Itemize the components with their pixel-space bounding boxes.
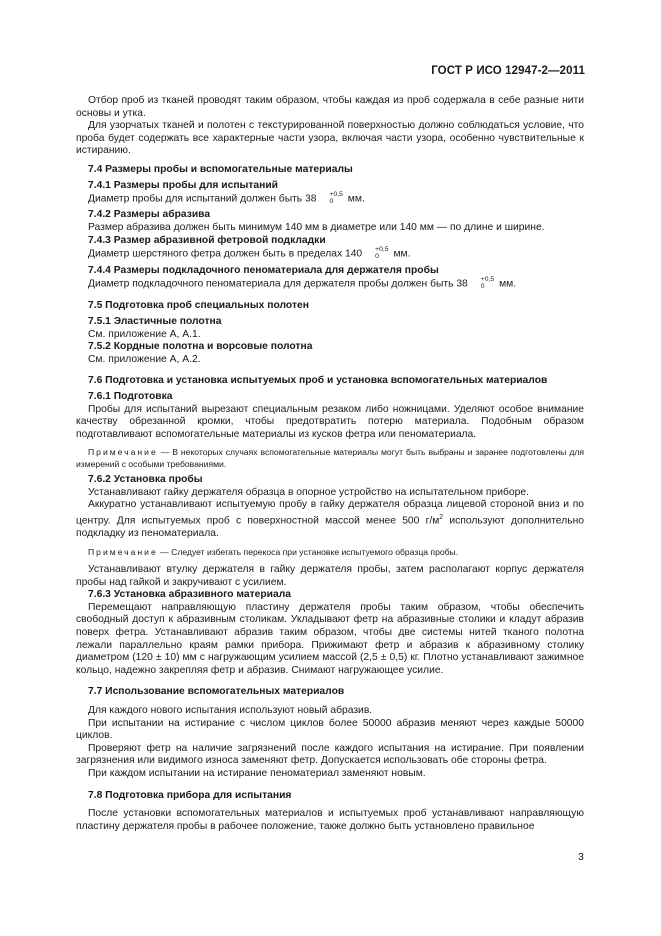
paragraph: Устанавливают втулку держателя в гайку держателя пробы, затем располагают корпус держателя пробы над гайкой и закручивают с усилием. (76, 564, 584, 588)
paragraph: Диаметр шерстяного фетра должен быть в пределах 140 +0,5 0 мм. (88, 246, 411, 261)
tolerance: +0,5 0 (375, 246, 389, 261)
note-label: Примечание (88, 546, 158, 557)
paragraph: После установки вспомогательных материалов и испытуемых проб устанавливают направляющую пластину держателя пробы в рабочее положение, также должно быть установлено правильное (76, 808, 584, 832)
note-label: Примечание (88, 447, 158, 458)
subsection-heading-7-6-2: 7.6.2 Установка пробы (88, 474, 203, 486)
section-heading-7-7: 7.7 Использование вспомогательных материалов (88, 686, 345, 698)
page-number: 3 (578, 851, 584, 863)
paragraph: Для каждого нового испытания используют новый абразив. (88, 704, 373, 716)
paragraph: Диаметр подкладочного пеноматериала для держателя пробы должен быть 38 +0,5 0 мм. (88, 276, 517, 291)
paragraph: См. приложение А, А.1. (88, 328, 201, 340)
tolerance: +0,5 0 (329, 191, 343, 206)
paragraph: Аккуратно устанавливают испытуемую пробу в гайку держателя образца лицевой стороной вниз и по центру. Для испытуемых проб с поверхностной массой менее 500 $г/м^2$ используют дополнительно подкладку из пеноматериала. (76, 499, 584, 540)
document-header: ГОСТ Р ИСО 12947-2—2011 (431, 65, 585, 77)
paragraph: Диаметр пробы для испытаний должен быть 38 +0,5 0 мм. (88, 191, 365, 206)
paragraph: Устанавливают гайку держателя образца в опорное устройство на испытательном приборе. (88, 486, 529, 498)
subsection-heading-7-5-1: 7.5.1 Эластичные полотна (88, 316, 222, 328)
subsection-heading-7-4-1: 7.4.1 Размеры пробы для испытаний (88, 179, 278, 191)
subsection-heading-7-4-4: 7.4.4 Размеры подкладочного пеноматериала для держателя пробы (88, 264, 439, 276)
note: Примечание — Следует избегать перекоса при установке испытуемого образца пробы. (88, 546, 459, 557)
paragraph: При каждом испытании на истирание пеноматериал заменяют новым. (88, 767, 426, 779)
subsection-heading-7-6-3: 7.6.3 Установка абразивного материала (88, 589, 292, 601)
paragraph: Отбор проб из тканей проводят таким образом, чтобы каждая из проб содержала в себе разные нити основы и утка. (76, 95, 584, 119)
subsection-heading-7-4-3: 7.4.3 Размер абразивной фетровой подкладки (88, 234, 326, 246)
paragraph: Для узорчатых тканей и полотен с текстурированной поверхностью должно соблюдаться условие, что проба будет содержать все характерные части узора, включая части узора, особенно чувствительные к истиранию. (76, 120, 584, 157)
paragraph: Пробы для испытаний вырезают специальным резаком либо ножницами. Уделяют особое внимание качеству обрезанной кромки, чтобы предотвратить потерю материала. Подобным образом подготавливают вспомогательные материалы из кусков фетра или пеноматериала. (76, 403, 584, 440)
paragraph: Проверяют фетр на наличие загрязнений после каждого испытания на истирание. При появлении загрязнения или видимого износа заменяют фетр. Допускается использовать обе стороны фетра. (76, 742, 584, 767)
section-heading-7-6: 7.6 Подготовка и установка испытуемых проб и установка вспомогательных материалов (88, 375, 548, 387)
paragraph: Перемещают направляющую пластину держателя пробы таким образом, чтобы обеспечить свободный доступ к абразивным столикам. Укладывают фетр на абразивные столики и кладут абразив поверх фетра. Устанавливают абразив таким образом, чтобы две системы нитей тканого полотна лежали параллельно краям рамки прибора. Прижимают фетр и абразив к абразивному столику диаметром (120 ± 10) мм с нагружающим усилием массой (2,5 ± 0,5) кг. Плотно устанавливают зажимное кольцо, надежно закрепляя фетр и абразив. Снимают нагружающее усилие. (76, 601, 584, 676)
paragraph: Размер абразива должен быть минимум 140 мм в диаметре или 140 мм — по длине и ширине. (88, 222, 545, 234)
section-heading-7-8: 7.8 Подготовка прибора для испытания (88, 789, 292, 801)
paragraph: См. приложение А, А.2. (88, 353, 201, 365)
subsection-heading-7-6-1: 7.6.1 Подготовка (88, 391, 173, 403)
subsection-heading-7-4-2: 7.4.2 Размеры абразива (88, 209, 211, 221)
section-heading-7-4: 7.4 Размеры пробы и вспомогательные материалы (88, 163, 353, 175)
paragraph: При испытании на истирание с числом циклов более 50000 абразив меняют через каждые 50000 циклов. (76, 717, 584, 742)
subsection-heading-7-5-2: 7.5.2 Кордные полотна и ворсовые полотна (88, 341, 313, 353)
tolerance: +0,5 0 (480, 276, 495, 291)
section-heading-7-5: 7.5 Подготовка проб специальных полотен (88, 300, 309, 312)
note: Примечание — В некоторых случаях вспомогательные материалы могут быть выбраны и заранее подготовлены для измерений с особыми требованиями. (76, 447, 584, 469)
document-body (76, 95, 584, 833)
